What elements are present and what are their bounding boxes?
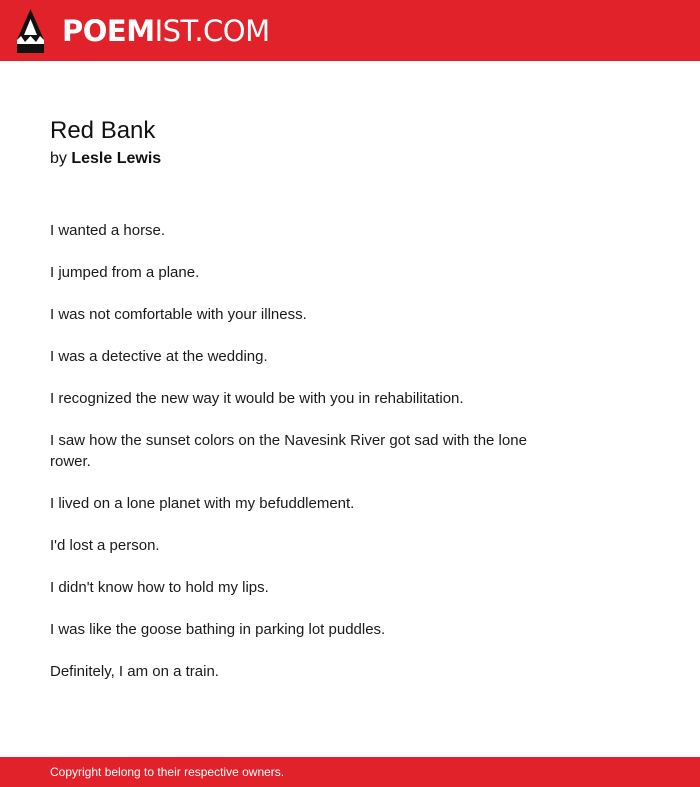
poem-line: I'd lost a person.: [50, 537, 160, 554]
pencil-tip-icon: [17, 9, 44, 53]
site-footer: [0, 757, 700, 787]
copyright-text: Copyright belong to their respective owners.: [50, 765, 285, 779]
logo-light-text: IST.COM: [154, 13, 270, 48]
poem-line: I was a detective at the wedding.: [50, 348, 268, 365]
poem-line: I lived on a lone planet with my befuddlement.: [50, 495, 355, 512]
poem-line: I was like the goose bathing in parking lot puddles.: [50, 621, 386, 638]
logo-bold-text: POEM: [62, 13, 155, 48]
poem-author: Lesle Lewis: [71, 150, 162, 167]
poem-line: I jumped from a plane.: [50, 264, 200, 281]
by-label: by: [50, 150, 67, 167]
poem-line: I wanted a horse.: [50, 222, 166, 239]
site-logo-link[interactable]: [17, 9, 270, 53]
site-header: [0, 0, 700, 61]
poem-line: I saw how the sunset colors on the Navesink River got sad with the lone rower.: [50, 432, 527, 470]
poem-line: Definitely, I am on a train.: [50, 663, 219, 680]
poem-line: I recognized the new way it would be with you in rehabilitation.: [50, 390, 464, 407]
poem-byline: [50, 148, 570, 170]
site-logo-text: [62, 13, 270, 48]
poem-content: [50, 115, 570, 703]
poem-line: I was not comfortable with your illness.: [50, 306, 307, 323]
poem-title: Red Bank: [50, 117, 156, 144]
poem-body: [50, 220, 570, 682]
poem-line: I didn't know how to hold my lips.: [50, 579, 269, 596]
